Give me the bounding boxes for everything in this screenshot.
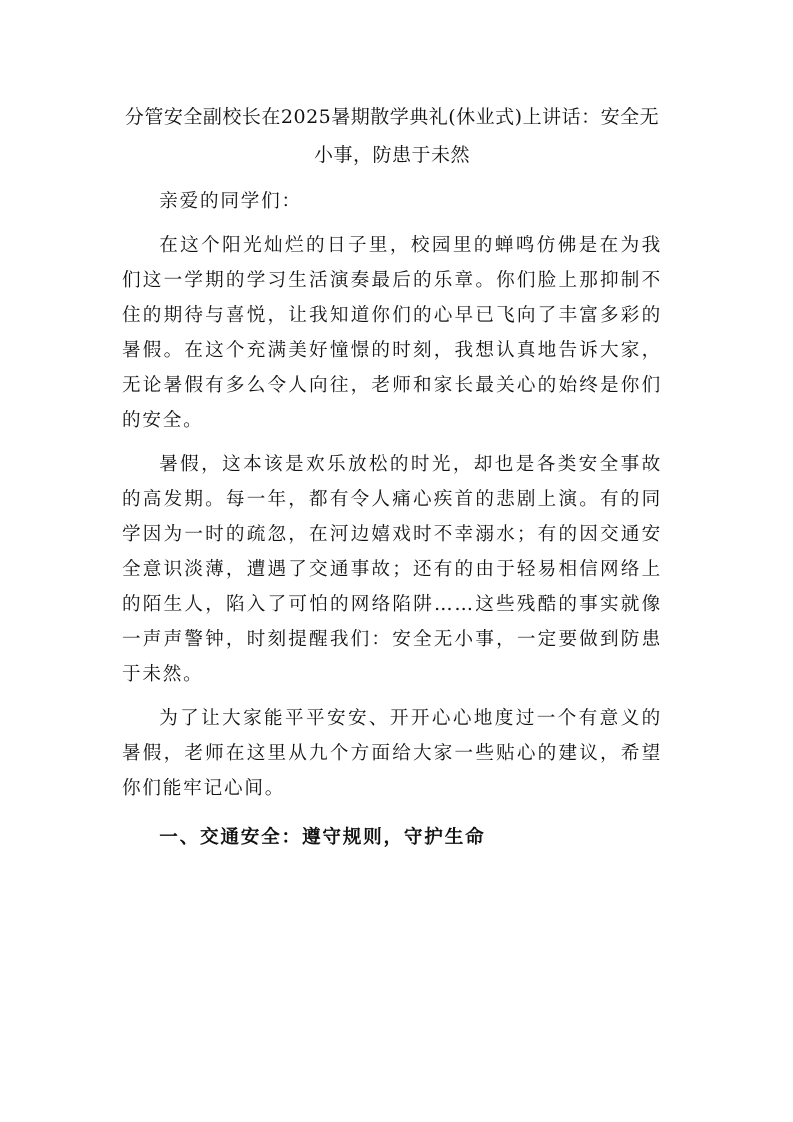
document-body <box>122 98 662 855</box>
paragraph-risks: 暑假，这本该是欢乐放松的时光，却也是各类安全事故的高发期。每一年，都有令人痛心疾首的悲剧上演。有的同学因为一时的疏忽，在河边嬉戏时不幸溺水；有的因交通安全意识淡薄，遭遇了交通事故；还有的由于轻易相信网络上的陌生人，陷入了可怕的网络陷阱……这些残酷的事实就像一声声警钟，时刻提醒我们：安全无小事，一定要做到防患于未然。 <box>122 454 662 685</box>
section-heading-traffic-safety: 一、交通安全：遵守规则，守护生命 <box>159 827 486 848</box>
salutation: 亲爱的同学们： <box>159 191 302 212</box>
document-title: 分管安全副校长在2025暑期散学典礼(休业式)上讲话：安全无小事，防患于未然 <box>124 106 660 166</box>
paragraph-advice: 为了让大家能平平安安、开开心心地度过一个有意义的暑假，老师在这里从九个方面给大家一些贴心的建议，希望你们能牢记心间。 <box>122 708 662 799</box>
paragraph-intro: 在这个阳光灿烂的日子里，校园里的蝉鸣仿佛是在为我们这一学期的学习生活演奏最后的乐章。你们脸上那抑制不住的期待与喜悦，让我知道你们的心早已飞向了丰富多彩的暑假。在这个充满美好憧憬的时刻，我想认真地告诉大家，无论暑假有多么令人向往，老师和家长最关心的始终是你们的安全。 <box>122 235 662 431</box>
